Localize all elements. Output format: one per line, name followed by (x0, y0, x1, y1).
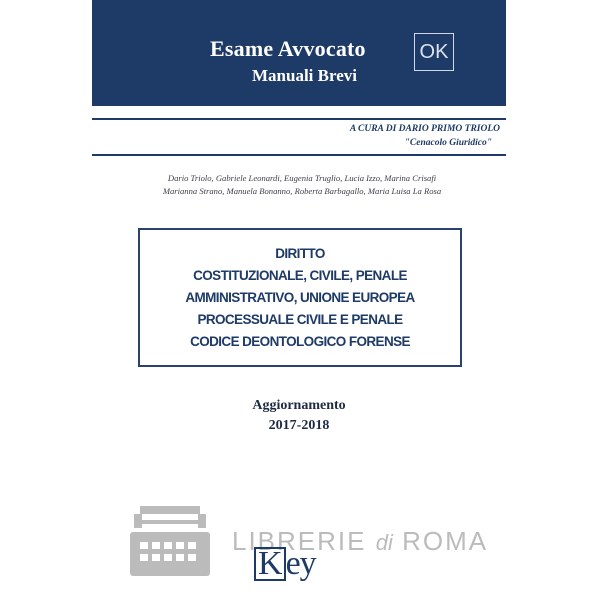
editor-group: "Cenacolo Giuridico" (404, 138, 492, 148)
subject-box (138, 228, 462, 367)
authors-list (112, 172, 492, 198)
authors-line: Marianna Strano, Manuela Bonanno, Roberta Barbagallo, Maria Luisa La Rosa (162, 186, 442, 196)
authors-line: Dario Triolo, Gabriele Leonardi, Eugenia Truglio, Lucia Izzo, Marina Crisafi (167, 173, 437, 183)
typewriter-icon (120, 500, 220, 580)
editor-band (92, 118, 506, 156)
subject-line: CODICE DEONTOLOGICO FORENSE (190, 334, 410, 349)
update-label: Aggiornamento (252, 398, 346, 413)
subject-line: PROCESSUALE CIVILE E PENALE (197, 312, 403, 327)
update-years: 2017-2018 (268, 418, 330, 433)
series-title: Esame Avvocato (210, 36, 366, 61)
cover-header-band (92, 0, 506, 106)
ok-badge: OK (414, 33, 454, 71)
subject-line: COSTITUZIONALE, CIVILE, PENALE (193, 268, 407, 283)
publisher-logo-k: K (254, 547, 286, 581)
subject-line: AMMINISTRATIVO, UNIONE EUROPEA (185, 290, 415, 305)
series-subtitle: Manuali Brevi (252, 66, 357, 85)
publisher-logo (254, 545, 316, 583)
editor-credit: A CURA DI DARIO PRIMO TRIOLO (349, 124, 500, 134)
watermark-word: di (375, 530, 393, 555)
watermark-word: LIBRERIE (232, 526, 367, 556)
watermark-word: ROMA (402, 526, 489, 556)
subject-line: DIRITTO (275, 246, 325, 261)
publisher-logo-rest: ey (285, 545, 316, 582)
